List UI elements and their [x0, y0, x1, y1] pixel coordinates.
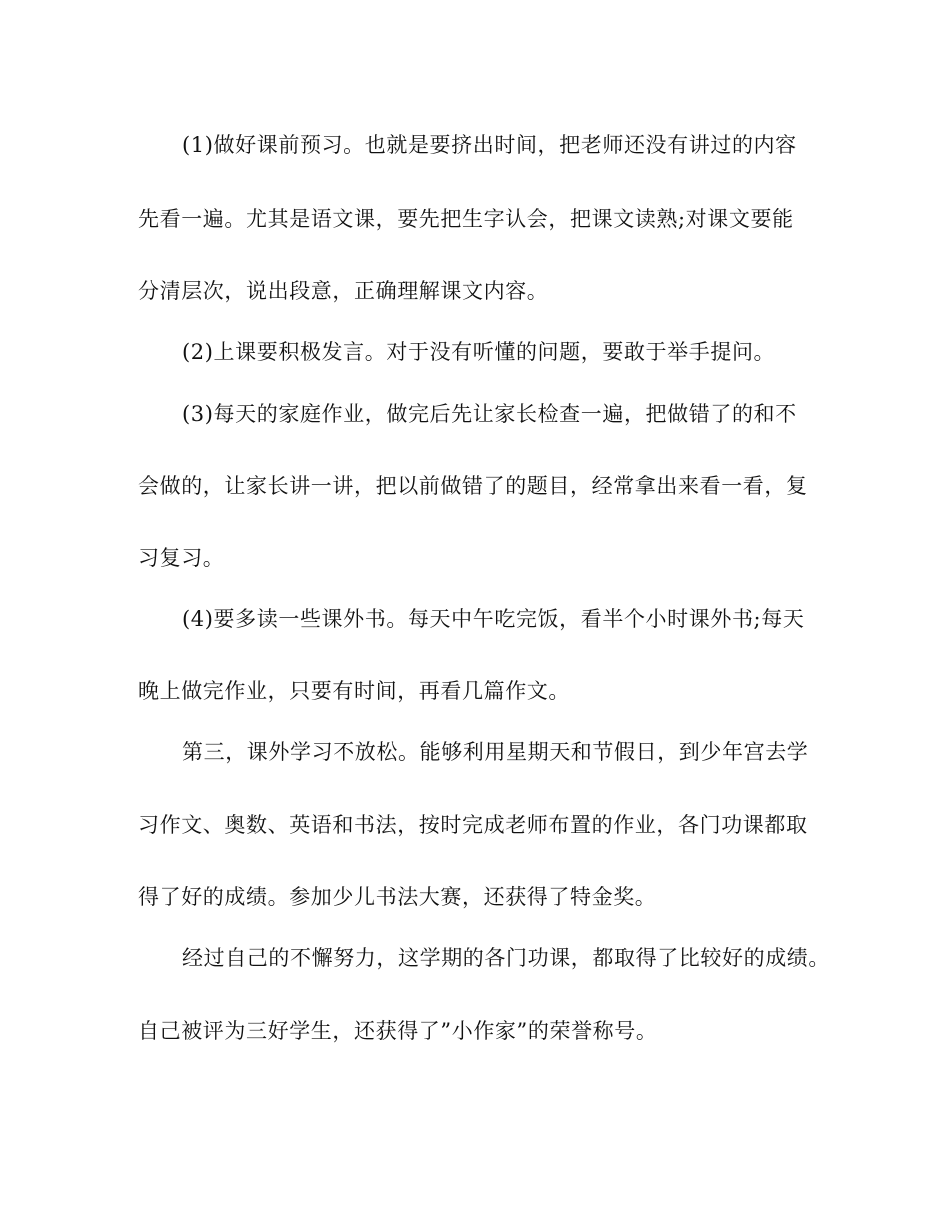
paragraph-5-line-1: 第三，课外学习不放松。能够利用星期天和节假日，到少年宫去学	[182, 740, 809, 764]
paragraph-3-line-2: 会做的，让家长讲一讲，把以前做错了的题目，经常拿出来看一看，复	[138, 474, 808, 498]
paragraph-1-line-3: 分清层次，说出段意，正确理解课文内容。	[138, 279, 549, 303]
paragraph-1-line-2: 先看一遍。尤其是语文课，要先把生字认会，把课文读熟;对课文要能	[138, 207, 794, 231]
paragraph-2-line-1: (2)上课要积极发言。对于没有听懂的问题，要敢于举手提问。	[182, 340, 776, 364]
paragraph-4-line-2: 晚上做完作业，只要有时间，再看几篇作文。	[138, 679, 570, 703]
paragraph-6-line-1: 经过自己的不懈努力，这学期的各门功课，都取得了比较好的成绩。	[182, 946, 830, 970]
paragraph-5-line-2: 习作文、奥数、英语和书法，按时完成老师布置的作业，各门功课都取	[138, 813, 808, 837]
paragraph-3-line-1: (3)每天的家庭作业，做完后先让家长检查一遍，把做错了的和不	[182, 402, 797, 426]
paragraph-1-line-1: (1)做好课前预习。也就是要挤出时间，把老师还没有讲过的内容	[182, 133, 797, 157]
paragraph-3-line-3: 习复习。	[138, 546, 225, 570]
paragraph-4-line-1: (4)要多读一些课外书。每天中午吃完饭，看半个小时课外书;每天	[182, 607, 805, 631]
paragraph-6-line-2: 自己被评为三好学生，还获得了”小作家”的荣誉称号。	[138, 1019, 658, 1043]
paragraph-5-line-3: 得了好的成绩。参加少儿书法大赛，还获得了特金奖。	[138, 885, 657, 909]
